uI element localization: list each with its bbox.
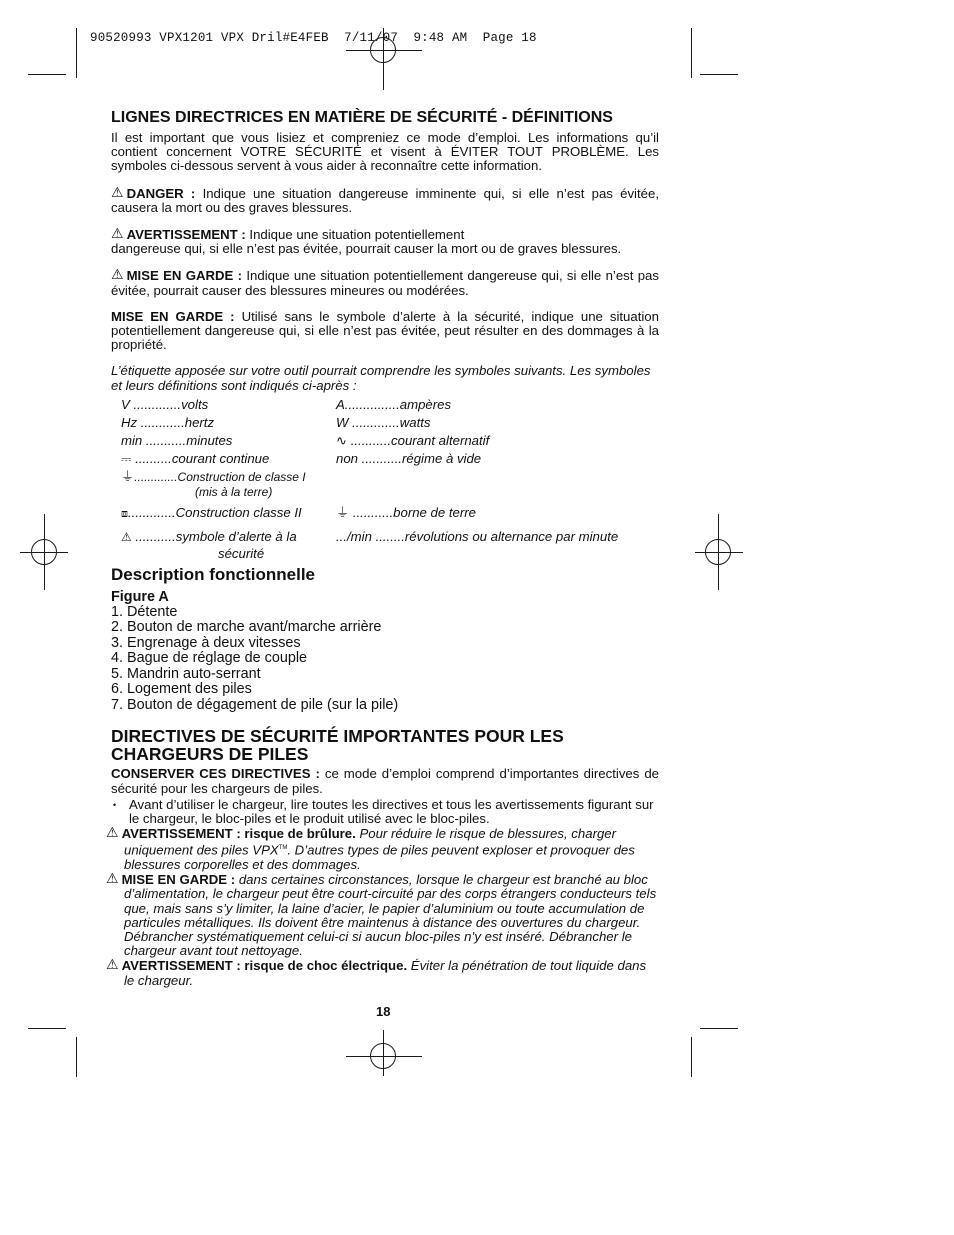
symbol-no-load: non ...........régime à vide (336, 450, 482, 466)
crop-mark (691, 28, 692, 78)
symbol-safety-alert: ⚠ ...........symbole d’alerte à la (121, 528, 297, 544)
list-item: 7. Bouton de dégagement de pile (sur la pile) (111, 696, 399, 713)
mise-en-garde-no-symbol-text: Utilisé sans le symbole d’alerte à la sécurité, indique une situation potentiellement dangereuse qui, si elle n’est pas évitée, peut résulter en des dommages à la propriété. (111, 308, 659, 353)
avertissement-text-1: Indique une situation potentiellement (249, 227, 465, 243)
section-title-safety-definitions: LIGNES DIRECTRICES EN MATIÈRE DE SÉCURITÉ - DÉFINITIONS (111, 109, 613, 126)
symbol-class-2: ⧈.............Construction classe II (121, 504, 302, 520)
symbol-volts: V .............volts (121, 396, 209, 412)
mise-en-garde-text: Indique une situation potentiellement dangereuse qui, si elle n’est pas évitée, pourrait causer des blessures mineures ou modérées. (111, 268, 659, 298)
mise-en-garde-definition (111, 268, 659, 297)
symbol-watts: W .............watts (336, 414, 431, 430)
short-circuit-caution: ⚠ MISE EN GARDE : dans certaines circonstances, lorsque le chargeur est branché au bloc d’alimentation, le chargeur peut être court-circuité par des corps étrangers conducteurs tels que, mais sans s’y limiter, la laine d’acier, le papier d’aluminium ou toute accumulation de particules métalliques. Ils doivent être maintenus à distance des ouvertures du chargeur. Débrancher systématiquement celui-ci si aucun bloc-piles n’y est inséré. Débrancher le chargeur avant tout nettoyage. (106, 870, 657, 959)
mise-en-garde-no-symbol-definition (111, 310, 659, 353)
danger-text: Indique une situation dangereuse imminente qui, si elle n’est pas évitée, causera la mort ou des graves blessures. (111, 185, 659, 215)
conserver-label: CONSERVER CES DIRECTIVES : (111, 766, 320, 782)
list-item: 6. Logement des piles (111, 681, 252, 698)
label-note: L’étiquette apposée sur votre outil pourrait comprendre les symboles suivants. Les symboles et leurs définitions sont indiqués ci-après : (111, 363, 651, 393)
section-title-description: Description fonctionnelle (111, 564, 316, 584)
list-item: 2. Bouton de marche avant/marche arrière (111, 619, 382, 636)
warning-icon: ⚠ (121, 529, 132, 544)
avertissement-definition (111, 227, 659, 256)
conserver-text: ce mode d’emploi comprend d’importantes directives de sécurité pour les chargeurs de piles. (111, 766, 659, 796)
symbol-dc: ⎓ ..........courant continue (121, 450, 270, 466)
crop-mark (28, 74, 66, 75)
warning-icon: ⚠ (106, 824, 119, 841)
class-1-icon: ⏚ (121, 468, 135, 484)
crop-mark (691, 1037, 692, 1077)
registration-mark (705, 539, 731, 565)
crop-mark (76, 1037, 77, 1077)
registration-mark (31, 539, 57, 565)
crop-mark (76, 28, 77, 78)
crop-mark (28, 1028, 66, 1029)
shock-warning: ⚠ AVERTISSEMENT : risque de choc électrique. Éviter la pénétration de tout liquide dans le chargeur. (106, 956, 647, 988)
crop-mark (700, 74, 738, 75)
avertissement-text-2: dangereuse qui, si elle n’est pas évitée, pourrait causer la mort ou de graves blessures. (111, 241, 622, 257)
intro-paragraph: Il est important que vous lisiez et compreniez ce mode d’emploi. Les informations qu’il contient concernent VOTRE SÉCURITÉ et visent à ÉVITER TOUT PROBLÈME. Les symboles ci-dessous servent à vous aider à reconnaître cette information. (111, 130, 659, 174)
danger-label: DANGER : (126, 185, 196, 201)
symbol-ac: ∿ ...........courant alternatif (336, 432, 490, 448)
warning-icon: ⚠ (111, 225, 124, 242)
mise-en-garde-label: MISE EN GARDE : (126, 268, 243, 284)
crop-mark (700, 1028, 738, 1029)
burn-warning: ⚠ AVERTISSEMENT : risque de brûlure. Pour réduire le risque de blessures, charger uniquement des piles VPX™. D’autres types de piles peuvent exploser et provoquer des blessures corporelles et des dommages. (106, 824, 635, 872)
ac-icon: ∿ (336, 432, 348, 448)
list-item: • Avant d’utiliser le chargeur, lire toutes les directives et tous les avertissements figurant sur le chargeur, le bloc-piles et le produit utilisé avec le bloc-piles. (113, 796, 654, 826)
warning-icon: ⚠ (106, 870, 119, 887)
list-item: 4. Bague de réglage de couple (111, 650, 308, 667)
symbols-table (111, 396, 659, 561)
list-item: 3. Engrenage à deux vitesses (111, 634, 301, 651)
warning-icon: ⚠ (111, 266, 124, 283)
list-item: 5. Mandrin auto-serrant (111, 665, 261, 682)
symbol-safety-alert-note: sécurité (218, 545, 265, 561)
symbol-per-minute: .../min ........révolutions ou alternance par minute (336, 528, 619, 544)
symbol-earth: ⏚ ...........borne de terre (336, 504, 476, 520)
avertissement-label: AVERTISSEMENT : (126, 227, 246, 243)
parts-list (111, 605, 659, 714)
page-number: 18 (376, 1004, 391, 1019)
mise-en-garde-label: MISE EN GARDE : (111, 308, 235, 324)
list-item: 1. Détente (111, 603, 178, 620)
conserver-directives (111, 767, 659, 795)
earth-icon: ⏚ (336, 504, 350, 520)
warning-icon: ⚠ (111, 183, 124, 200)
section-title-charger-safety: DIRECTIVES DE SÉCURITÉ IMPORTANTES POUR LES CHARGEURS DE PILES (111, 726, 564, 765)
bullet-icon: • (113, 799, 117, 810)
dc-icon: ⎓ (121, 450, 132, 466)
registration-mark (370, 1043, 396, 1069)
page-content (106, 108, 659, 988)
figure-label: Figure A (111, 588, 169, 605)
symbol-class-1: ⏚.............Construction de classe I (121, 468, 306, 484)
print-slug: 90520993 VPX1201 VPX Dril#E4FEB 7/11/07 9:48 AM Page 18 (90, 31, 537, 45)
warning-icon: ⚠ (106, 956, 119, 973)
symbol-amperes: A...............ampères (336, 396, 452, 412)
symbol-class-1-note: (mis à la terre) (195, 484, 273, 499)
symbol-minutes: min ...........minutes (121, 432, 233, 448)
danger-definition (111, 183, 659, 215)
symbol-hertz: Hz ............hertz (121, 414, 215, 430)
class-2-icon: ⧈ (121, 507, 128, 520)
